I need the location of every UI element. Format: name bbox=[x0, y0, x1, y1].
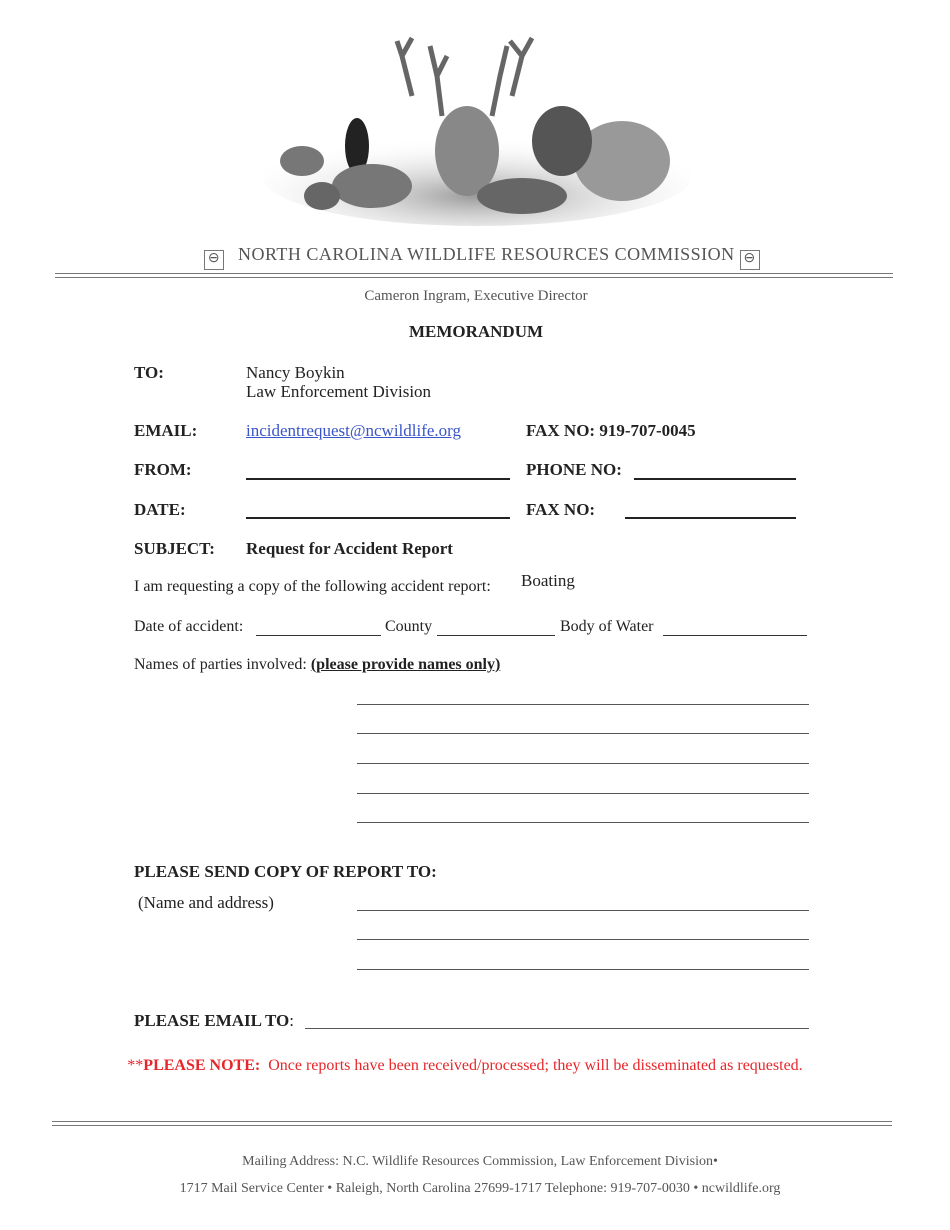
party-name-field[interactable] bbox=[357, 733, 809, 734]
date-of-accident-label: Date of accident: bbox=[134, 618, 244, 635]
county-label: County bbox=[385, 618, 433, 635]
subject-value: Request for Accident Report bbox=[246, 539, 453, 558]
fax-number: FAX NO: 919-707-0045 bbox=[526, 421, 696, 440]
note-label: PLEASE NOTE: bbox=[143, 1057, 261, 1074]
footer-contact: 1717 Mail Service Center • Raleigh, North Carolina 27699-1717 Telephone: 919-707-0030 • ncwildlife.org bbox=[179, 1181, 781, 1196]
diamond-icon: ⊖ bbox=[740, 250, 760, 270]
note-prefix: ** bbox=[127, 1057, 144, 1074]
date-of-accident-field[interactable] bbox=[256, 635, 381, 636]
party-name-field[interactable] bbox=[357, 763, 809, 764]
report-type-field[interactable]: Boating bbox=[521, 571, 575, 590]
note-text: Once reports have been received/processed; they will be disseminated as requested. bbox=[268, 1057, 803, 1074]
county-field[interactable] bbox=[437, 635, 555, 636]
date-label: DATE: bbox=[134, 500, 186, 519]
to-name: Nancy Boykin bbox=[246, 363, 345, 382]
email-to-label bbox=[134, 1011, 294, 1031]
date-field[interactable] bbox=[246, 517, 510, 519]
fax-label: FAX NO: bbox=[526, 500, 596, 519]
email-to-text: PLEASE EMAIL TO bbox=[134, 1011, 290, 1030]
address-field[interactable] bbox=[357, 939, 809, 940]
address-field[interactable] bbox=[357, 910, 809, 911]
send-copy-heading: PLEASE SEND COPY OF REPORT TO: bbox=[134, 862, 437, 881]
header-divider bbox=[55, 273, 893, 278]
party-name-field[interactable] bbox=[357, 822, 809, 823]
parties-label bbox=[134, 656, 500, 674]
phone-label: PHONE NO: bbox=[526, 460, 622, 479]
email-link[interactable]: incidentrequest@ncwildlife.org bbox=[246, 421, 462, 440]
wildlife-logo bbox=[262, 36, 692, 226]
from-field[interactable] bbox=[246, 478, 510, 480]
from-label: FROM: bbox=[134, 460, 192, 479]
address-field[interactable] bbox=[357, 969, 809, 970]
to-label: TO: bbox=[134, 363, 164, 382]
name-address-label: (Name and address) bbox=[138, 893, 274, 912]
email-to-field[interactable] bbox=[305, 1028, 809, 1029]
footer-mailing-address: Mailing Address: N.C. Wildlife Resources Commission, Law Enforcement Division• bbox=[242, 1154, 718, 1169]
body-of-water-field[interactable] bbox=[663, 635, 807, 636]
memo-title: MEMORANDUM bbox=[408, 322, 544, 341]
director: Cameron Ingram, Executive Director bbox=[364, 288, 588, 304]
email-to-colon: : bbox=[289, 1011, 294, 1030]
to-division: Law Enforcement Division bbox=[246, 382, 432, 401]
org-name: NORTH CAROLINA WILDLIFE RESOURCES COMMISSION bbox=[238, 244, 735, 264]
footer-divider bbox=[52, 1121, 892, 1126]
party-name-field[interactable] bbox=[357, 793, 809, 794]
request-text: I am requesting a copy of the following accident report: bbox=[134, 578, 491, 595]
parties-text: Names of parties involved: bbox=[134, 656, 307, 673]
party-name-field[interactable] bbox=[357, 704, 809, 705]
subject-label: SUBJECT: bbox=[134, 539, 215, 558]
fax-field[interactable] bbox=[625, 517, 796, 519]
org-header bbox=[204, 244, 760, 270]
parties-note: (please provide names only) bbox=[310, 656, 501, 673]
please-note bbox=[0, 1057, 930, 1075]
phone-field[interactable] bbox=[634, 478, 796, 480]
email-label: EMAIL: bbox=[134, 421, 198, 440]
diamond-icon: ⊖ bbox=[204, 250, 224, 270]
body-of-water-label: Body of Water bbox=[560, 618, 654, 635]
